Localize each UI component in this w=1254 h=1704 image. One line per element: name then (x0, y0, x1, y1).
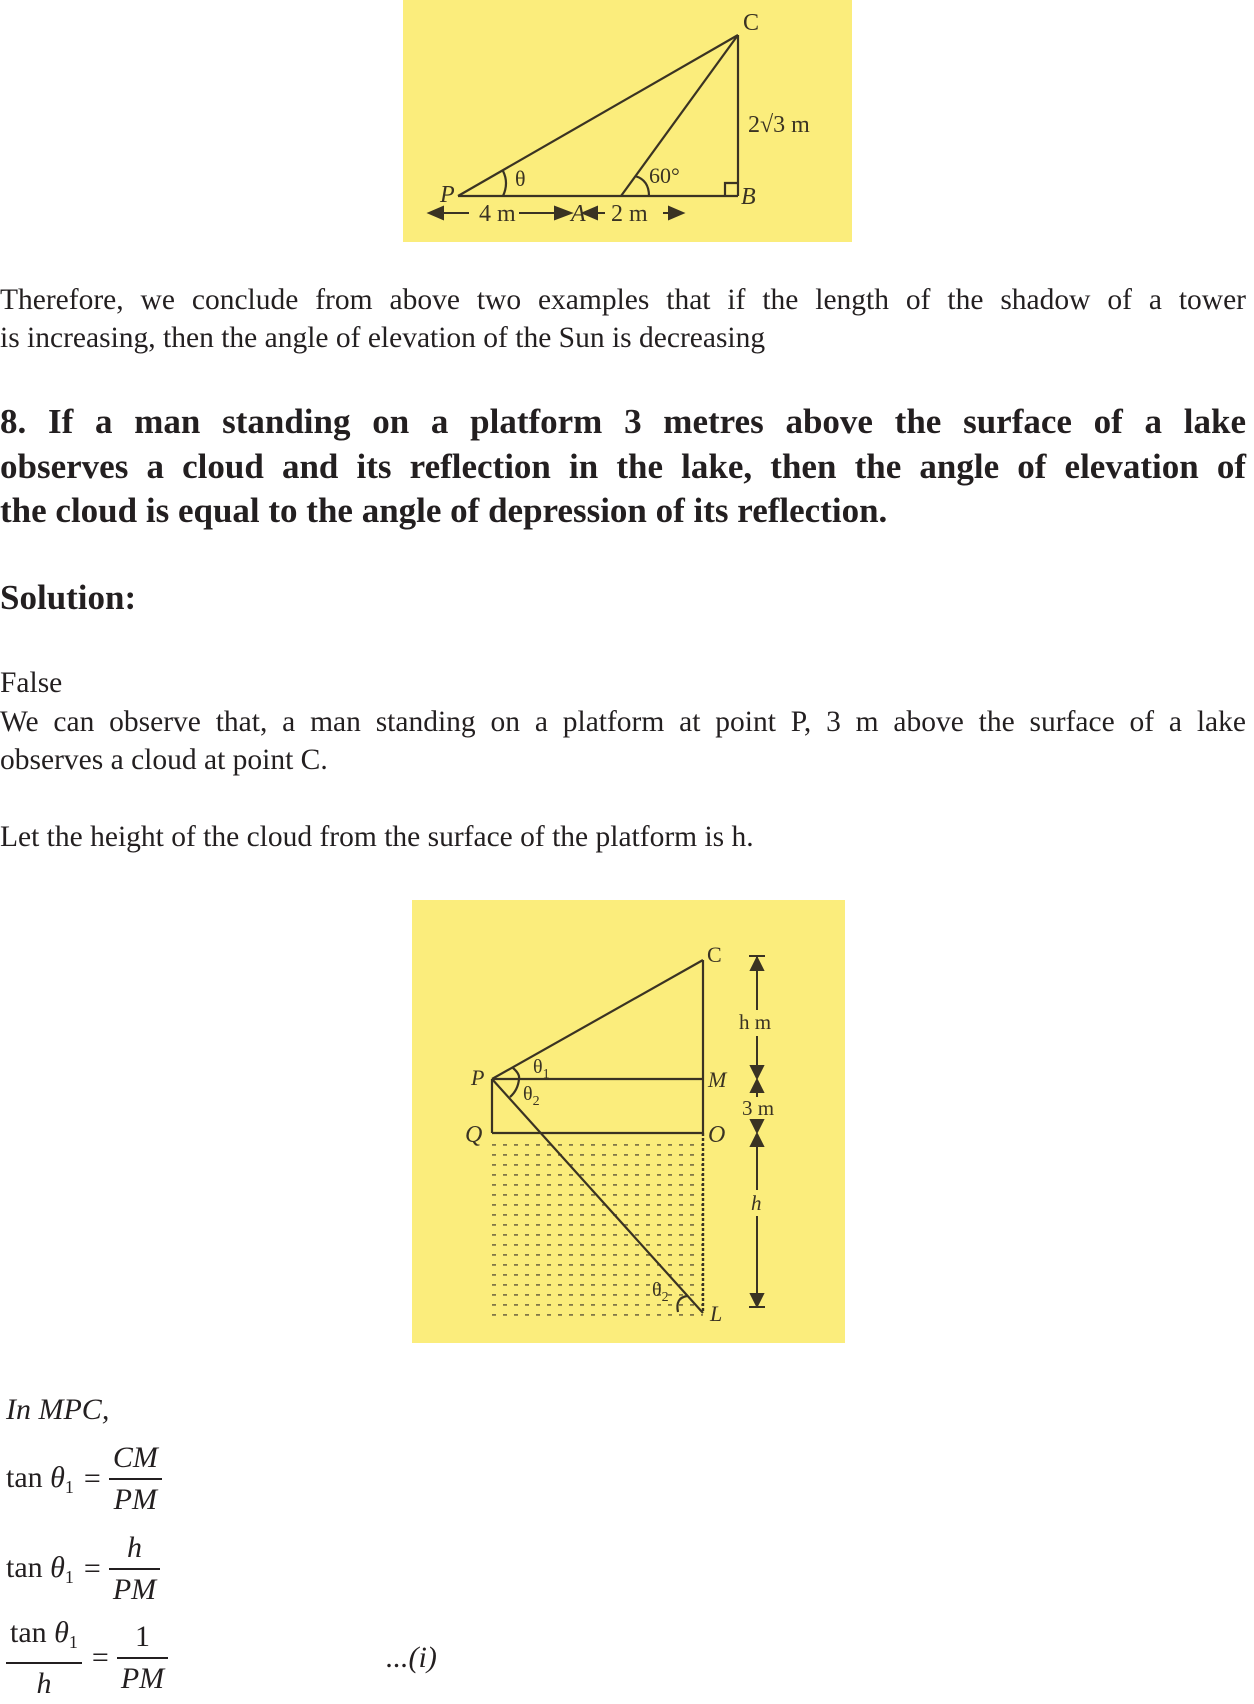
label-60-degrees: 60° (649, 163, 680, 188)
cloud-reflection-diagram (412, 900, 845, 1343)
arrow-down-icon (751, 1066, 763, 1078)
arrow-up-icon (751, 958, 763, 970)
arrow-left-icon (429, 207, 443, 219)
label-C: C (743, 10, 760, 36)
equation-1 (6, 1434, 162, 1524)
triangle-diagram (403, 0, 852, 242)
label-P: P (471, 1065, 485, 1090)
eq2-equals: = (83, 1552, 101, 1585)
conclusion-line-2: is increasing, then the angle of elevation of the Sun is decreasing (0, 322, 766, 354)
eq3-rhs-fraction: $\frac{1}{PM}$ (117, 1617, 168, 1699)
question-line-2: observes a cloud and its reflection in the lake, then the angle of elevation of (0, 446, 1246, 486)
arrow-up-icon (751, 1080, 763, 1092)
label-A: A (571, 201, 586, 227)
conclusion-line-1: Therefore, we conclude from above two examples that if the length of the shadow of a tower (0, 284, 1246, 316)
label-theta2-at-L: $\theta_2$ (652, 1279, 669, 1305)
label-AB-length: 2 m (611, 201, 648, 227)
equation-tag-i: ...(i) (386, 1641, 437, 1674)
label-3-m: 3 m (742, 1096, 775, 1120)
angle-60-arc (635, 176, 649, 196)
label-Q: Q (465, 1122, 483, 1148)
eq2-lhs: $\tan \theta_1$ (6, 1550, 74, 1587)
label-C: C (707, 942, 722, 967)
figure-cloud-reflection (412, 900, 845, 1343)
eq2-fraction: $\frac{h}{PM}$ (109, 1528, 160, 1610)
arrow-right-icon (669, 207, 683, 219)
equation-3 (6, 1613, 168, 1703)
label-h-m: h m (739, 1010, 772, 1034)
eq3-equals: = (91, 1641, 109, 1674)
lake-water-area (492, 1136, 703, 1316)
question-8 (0, 400, 1246, 534)
eq1-fraction: $\frac{CM}{PM}$ (109, 1438, 162, 1520)
explanation-line-1: We can observe that, a man standing on a platform at point P, 3 m above the surface of a lake (0, 706, 1246, 738)
explanation-line-2: observes a cloud at point C. (0, 744, 328, 776)
label-h: h (751, 1191, 762, 1215)
arrow-down-icon (751, 1120, 763, 1132)
solution-heading: Solution: (0, 578, 137, 617)
label-theta1: $\theta_1$ (533, 1056, 550, 1082)
triangle-reference: In MPC, (6, 1393, 110, 1426)
answer-text: False (0, 667, 63, 699)
arrow-up-icon (751, 1134, 763, 1146)
label-PA-length: 4 m (479, 201, 516, 227)
label-height: 2√3 m (748, 112, 810, 138)
line-PC (492, 960, 703, 1079)
label-O: O (708, 1122, 726, 1148)
eq1-equals: = (83, 1462, 101, 1495)
angle-theta2-arc (510, 1079, 519, 1097)
question-line-1: 8. If a man standing on a platform 3 metres above the surface of a lake (0, 402, 1246, 441)
right-angle-marker (725, 183, 738, 196)
label-P: P (440, 182, 455, 208)
equation-2 (6, 1524, 160, 1614)
arrow-down-icon (751, 1294, 763, 1306)
figure-shadow-triangle (403, 0, 852, 242)
angle-theta-arc (503, 171, 506, 196)
eq1-lhs: $\tan \theta_1$ (6, 1460, 74, 1497)
label-theta2: $\theta_2$ (523, 1083, 540, 1109)
label-B: B (741, 184, 756, 210)
label-theta: θ (515, 166, 526, 191)
line-PC (458, 35, 738, 196)
angle-theta1-arc (513, 1068, 519, 1079)
let-height-text: Let the height of the cloud from the surface of the platform is h. (0, 821, 754, 853)
label-L: L (710, 1301, 723, 1326)
label-M: M (708, 1067, 727, 1092)
arrow-right-icon (555, 207, 571, 219)
eq3-lhs-fraction: $\frac{\tan \theta_1}{h}$ (6, 1613, 82, 1704)
question-line-3: the cloud is equal to the angle of depression of its reflection. (0, 491, 888, 530)
